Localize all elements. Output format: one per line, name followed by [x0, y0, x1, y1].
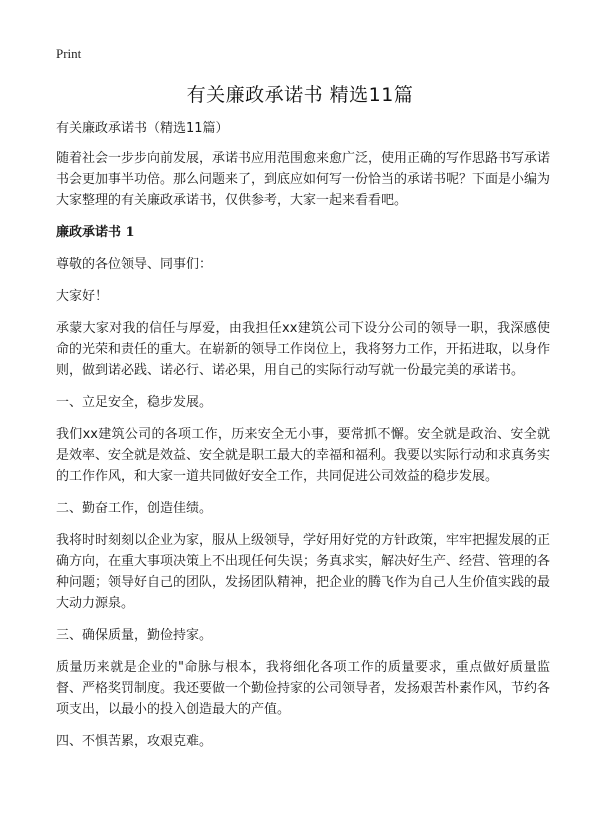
section-heading: 廉政承诺书 1: [56, 225, 135, 240]
intro-paragraph: 随着社会一步步向前发展，承诺书应用范围愈来愈广泛，使用正确的写作思路书写承诺书会更加事半功倍。那么问题来了，到底应如何写一份恰当的承诺书呢？下面是小编为大家整理的有关廉政承诺书，仅供参考，大家一起来看看吧。: [56, 151, 551, 208]
greeting: 大家好！: [56, 289, 109, 304]
print-label: Print: [56, 46, 82, 61]
point-3-heading: 三、确保质量，勤俭持家。: [56, 628, 213, 643]
document-body: [56, 118, 550, 763]
point-4-heading: 四、不惧苦累，攻艰克难。: [56, 734, 213, 749]
point-2-body: 我将时时刻刻以企业为家，服从上级领导，学好用好党的方针政策，牢牢把握发展的正确方向，在重大事项决策上不出现任何失误；务真求实，解决好生产、经营、管理的各种问题；领导好自己的团队，发扬团队精神，把企业的腾飞作为自己人生价值实践的最大动力源泉。: [56, 533, 551, 611]
document-subtitle: 有关廉政承诺书（精选11篇）: [56, 121, 229, 136]
salutation: 尊敬的各位领导、同事们：: [56, 257, 213, 272]
opening-paragraph: 承蒙大家对我的信任与厚爱，由我担任xx建筑公司下设分公司的领导一职，我深感使命的光荣和责任的重大。在崭新的领导工作岗位上，我将努力工作，开拓进取，以身作则，做到诺必践、诺必行、诺必果，用自己的实际行动写就一份最完美的承诺书。: [56, 321, 551, 378]
point-3-body: 质量历来就是企业的"命脉与根本，我将细化各项工作的质量要求，重点做好质量监督、严格奖罚制度。我还要做一个勤俭持家的公司领导者，发扬艰苦朴素作风，节约各项支出，以最小的投入创造最大的产值。: [56, 660, 551, 717]
point-1-body: 我们xx建筑公司的各项工作，历来安全无小事，要常抓不懈。安全就是政治、安全就是效率、安全就是效益、安全就是职工最大的幸福和福利。我要以实际行动和求真务实的工作作风，和大家一道共同做好安全工作，共同促进公司效益的稳步发展。: [56, 427, 551, 484]
page-title: 有关廉政承诺书 精选11篇: [186, 84, 414, 106]
point-2-heading: 二、勤奋工作，创造佳绩。: [56, 501, 213, 516]
point-1-heading: 一、立足安全，稳步发展。: [56, 395, 213, 410]
